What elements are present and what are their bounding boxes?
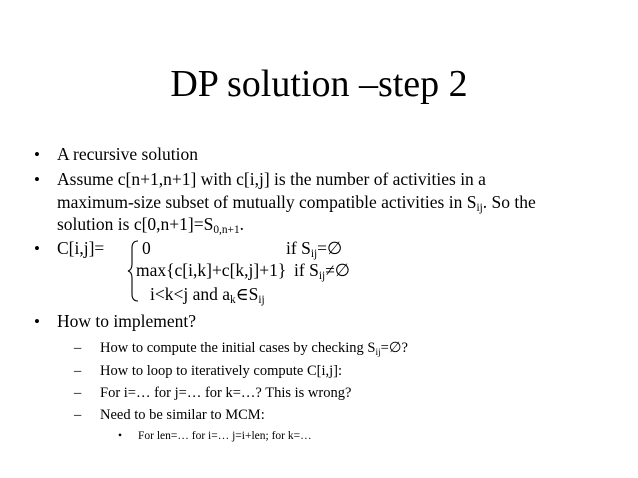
recurrence-lhs: C[i,j]= [57,238,105,258]
bullet-how-to-implement: How to implement? [57,311,197,331]
sub-sub-item-len-loop: For len=… for i=… j=i+len; for k=… [138,430,312,442]
sub-item-mcm: Need to be similar to MCM: [100,407,265,423]
case2-condition: if $S_{ij}\ne\emptyset$ [294,260,350,282]
slide-title: DP solution –step 2 [170,63,468,105]
sub-item-wrong-order: For i=… for j=… for k=…? This is wrong? [100,385,352,401]
bullet-icon: • [34,239,40,258]
bullet-assume-line1: Assume c[n+1,n+1] with c[i,j] is the number of activities in a [57,169,486,189]
bullet-assume-line3: solution is $c[0,n+1]=S_{0,n+1}$. [57,214,245,236]
dash-icon: – [74,340,82,356]
case2-range: i<k<j and $a_k\in S_{ij}$ [150,284,265,306]
bullet-icon: • [34,170,40,189]
sub-item-loop: How to loop to iteratively compute C[i,j]: [100,363,343,379]
case1-value: 0 [142,238,151,258]
sub-item-initial-cases: How to compute the initial cases by checking $S_{ij}=\emptyset$? [100,340,408,358]
dash-icon: – [74,363,82,379]
dash-icon: – [74,385,82,401]
bullet-assume-line2: maximum-size subset of mutually compatible activities in $S_{ij}$. So the [57,192,536,214]
bullet-recursive-solution: A recursive solution [57,144,198,164]
case2-value: max{c[i,k]+c[k,j]+1} [136,260,287,280]
case1-condition: if $S_{ij}=\emptyset$ [286,238,343,260]
bullet-icon: • [34,312,40,331]
dash-icon: – [74,407,82,423]
bullet-icon: • [118,430,123,442]
bullet-icon: • [34,145,40,164]
